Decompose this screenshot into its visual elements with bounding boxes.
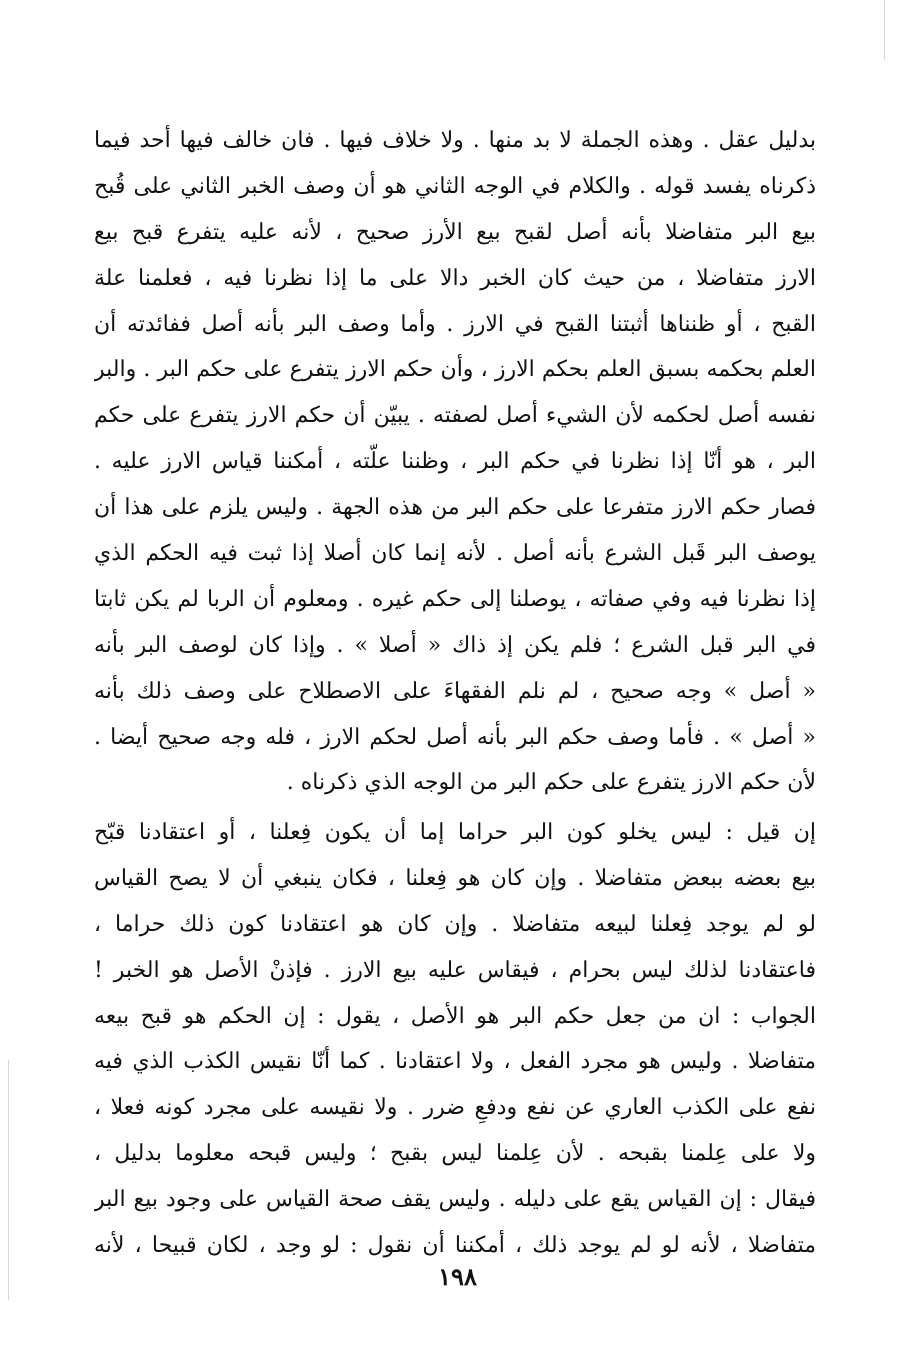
text-line: فصار حكم الارز متفرعا على حكم البر من هذه الجهة . وليس يلزم على هذا أن (94, 495, 816, 521)
page-number: ١٩٨ (438, 1262, 477, 1291)
scan-edge-mark (884, 0, 885, 60)
text-line: متفاضلا ، لأنه لو لم يوجد ذلك ، أمكننا أن نقول : لو وجد ، لكان قبيحا ، لأنه (94, 1233, 816, 1259)
text-line: متفاضلا . وليس هو مجرد الفعل ، ولا اعتقادنا . كما أنّا نقيس الكذب الذي فيه (94, 1049, 816, 1075)
text-line: بيع بعضه ببعض متفاضلا . وإن كان هو فِعلنا ، فكان ينبغي أن لا يصح القياس (94, 865, 816, 891)
text-line: في البر قبل الشرع ؛ فلم يكن إذ ذاك « أصلا » . وإذا كان لوصف البر بأنه (94, 632, 816, 658)
text-line: البر ، هو أنّا إذا نظرنا في حكم البر ، وظننا علّته ، أمكننا قياس الارز عليه . (94, 449, 816, 475)
text-line: نفع على الكذب العاري عن نفع ودفعِ ضرر . ولا نقيسه على مجرد كونه فعلا ، (94, 1095, 816, 1121)
text-line: القبح ، أو ظنناها أثبتنا القبح في الارز . وأما وصف البر بأنه أصل ففائدته أن (94, 311, 816, 337)
text-line: يوصف البر قَبل الشرع بأنه أصل . لأنه إنما كان أصلا إذا ثبت فيه الحكم الذي (94, 541, 816, 567)
text-line: ذكرناه يفسد قوله . والكلام في الوجه الثاني هو أن وصف الخبر الثاني على قُبح (94, 173, 816, 199)
scan-edge-mark (8, 1060, 9, 1300)
text-line: الارز متفاضلا ، من حيث كان الخبر دالا على ما إذا نظرنا فيه ، فعلمنا علة (94, 265, 816, 291)
text-line: لأن حكم الارز يتفرع على حكم البر من الوجه الذي ذكرناه . (286, 770, 816, 796)
text-line: لو لم يوجد فِعلنا لبيعه متفاضلا . وإن كان هو اعتقادنا كون ذلك حراما ، (94, 911, 816, 937)
text-line: « أصل » وجه صحيح ، لم نلم الفقهاءَ على الاصطلاح على وصف ذلك بأنه (94, 678, 816, 704)
text-line: فيقال : إن القياس يقع على دليله . وليس يقف صحة القياس على وجود بيع البر (94, 1187, 816, 1213)
text-line: العلم بحكمه بسبق العلم بحكم الارز ، وأن حكم الارز يتفرع على حكم البر . والبر (94, 357, 816, 383)
text-line: الجواب : ان من جعل حكم البر هو الأصل ، يقول : إن الحكم هو قبح بيعه (94, 1003, 816, 1029)
text-line: فاعتقادنا لذلك ليس بحرام ، فيقاس عليه بيع الارز . فإذنْ الأصل هو الخبر ! (94, 957, 816, 983)
text-line: إذا نظرنا فيه وفي صفاته ، يوصلنا إلى حكم غيره . ومعلوم أن الربا لم يكن ثابتا (94, 586, 816, 612)
text-line: إن قيل : ليس يخلو كون البر حراما إما أن يكون فِعلنا ، أو اعتقادنا قبّح (94, 820, 816, 845)
text-line: بيع البر متفاضلا بأنه أصل لقبح بيع الأرز صحيح ، لأنه عليه يتفرع قبح بيع (94, 219, 816, 245)
text-line: « أصل » . فأما وصف حكم البر بأنه أصل لحكم الارز ، فله وجه صحيح أيضا . (94, 724, 816, 750)
text-line: ولا على عِلمنا بقبحه . لأن عِلمنا ليس بقبح ؛ وليس قبحه معلوما بدليل ، (94, 1141, 816, 1167)
text-line: بدليل عقل . وهذه الجملة لا بد منها . ولا خلاف فيها . فان خالف فيها أحد فيما (94, 128, 816, 153)
paragraph-1 (94, 118, 816, 806)
text-line: نفسه أصل لحكمه لأن الشيء أصل لصفته . يبيّن أن حكم الارز يتفرع على حكم (94, 403, 816, 429)
paragraph-2 (94, 810, 816, 1269)
